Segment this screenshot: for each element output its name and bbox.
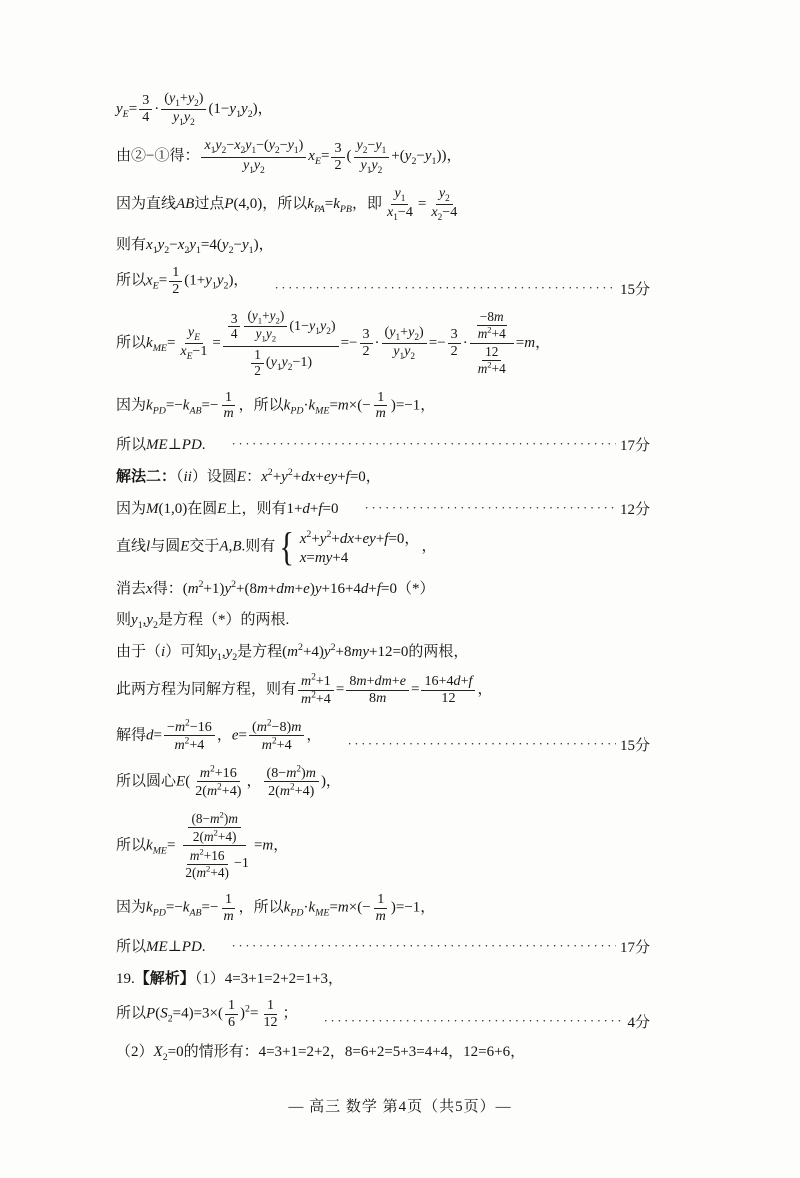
- fraction: $\frac{3}{4}$: [228, 312, 241, 343]
- dots-leader: [232, 436, 616, 455]
- fraction: $\frac{(8-m^2)m}{2(m^2+4)}$: [264, 764, 319, 800]
- formula: 直线l与圆E交于A,B.则有 { $x^2+y^2+dx+ey+f=0$， x=my+4 ，: [116, 523, 437, 569]
- equation-system: { $x^2+y^2+dx+ey+f=0$， x=my+4: [279, 523, 420, 569]
- math-lines: [116, 86, 650, 1068]
- formula: 则$y_1,y_2$是方程（*）的两根.: [116, 611, 290, 631]
- dots-leader: [274, 280, 616, 299]
- fraction: $\frac{(y_1+y_2)}{y_1y_2}$: [161, 91, 206, 128]
- fraction: $\frac{12}{m^2+4}$: [477, 344, 506, 377]
- math-line: [116, 389, 650, 424]
- math-line: [116, 307, 650, 381]
- fraction: $\frac{m^2+1}{m^2+4}$: [298, 672, 334, 708]
- fraction: $\frac{-m^2-16}{m^2+4}$: [164, 718, 215, 754]
- math-line: [116, 137, 650, 176]
- fraction: $\frac{(8-m^2)m}{2(m^2+4)}$: [188, 811, 240, 844]
- dots-leader: [232, 938, 616, 957]
- fraction: $\frac{(m^2-8)m}{m^2+4}$: [249, 718, 304, 754]
- formula: 所以ME⊥PD.: [116, 436, 206, 453]
- math-line: [116, 997, 650, 1032]
- score-label: 15分: [619, 737, 650, 754]
- fraction: $\frac{x_1y_2-x_2y_1-(y_2-y_1)}{y_1y_2}$: [201, 138, 306, 175]
- fraction: $\frac{3}{2}$: [331, 141, 344, 174]
- formula: 所以$x_E=$ $\frac{1}{2}$ $(1+y_1y_2)$，: [116, 264, 249, 298]
- math-line: [116, 717, 650, 755]
- fraction: $\frac{(y_1+y_2)}{y_1y_2}$: [244, 309, 287, 345]
- math-line: [116, 891, 650, 926]
- math-line: [116, 431, 650, 455]
- math-line: [116, 264, 650, 299]
- math-line: [116, 671, 650, 709]
- formula: 此两方程为同解方程，则有 $\frac{m^2+1}{m^2+4}$ = $\frac{8m+dm+e}{8m}$ = $\frac{16+4d+f}{12}$ ，: [116, 672, 493, 708]
- math-line: [116, 90, 650, 129]
- formula: 所以圆心E( $\frac{m^2+16}{2(m^2+4)}$ ， $\frac{(8-m^2)m}{2(m^2+4)}$ )，: [116, 763, 341, 800]
- fraction: $\frac{1}{6}$: [225, 998, 238, 1031]
- fraction: $\frac{1}{m}$: [375, 890, 386, 924]
- formula: 所以$P(S_2=4)=3\times$( $\frac{1}{6}$ )$^2$= $\frac{1}{12}$ ；: [116, 997, 298, 1031]
- fraction: $\frac{-8m}{m^2+4}$: [477, 309, 506, 342]
- math-line: [116, 495, 650, 519]
- fraction: $\frac{8m+dm+e}{8m}$: [346, 674, 409, 707]
- fraction: $\frac{m^2+16}{2(m^2+4)}$: [185, 846, 229, 880]
- math-line: [116, 639, 650, 663]
- left-brace: {: [279, 523, 295, 569]
- formula: 因为M(1,0)在圆E上，则有1+d+f=0: [116, 500, 339, 517]
- fraction: $\frac{3}{2}$: [448, 327, 461, 360]
- math-line: [116, 607, 650, 631]
- fraction: $\frac{y_2}{x_2-4}$: [431, 184, 458, 223]
- dots-leader: [347, 736, 616, 755]
- dots-leader: [365, 500, 616, 519]
- math-line: [116, 463, 650, 487]
- math-line: [116, 763, 650, 801]
- fraction: $\frac{1}{m}$: [375, 388, 386, 422]
- formula: 因为直线AB过点P(4,0)，所以$k_{PA}=k_{PB}$，即 $\frac{y_1}{x_1-4}$ = $\frac{y_2}{x_2-4}$: [116, 185, 462, 224]
- fraction: $\frac{1}{2}$: [169, 265, 182, 298]
- formula: $y_E=$ $\frac{3}{4}$ · $\frac{(y_1+y_2)}{y_1y_2}$ $(1-y_1y_2)$，: [116, 90, 273, 129]
- math-line: [116, 933, 650, 957]
- formula: 则有$x_1y_2-x_2y_1=4(y_2-y_1)$，: [116, 236, 274, 256]
- fraction: $\frac{y_E}{x_E-1}$: [180, 324, 208, 363]
- formula: 19.【解析】（1）4=3+1=2+2=1+3，: [116, 970, 344, 987]
- formula: 因为$k_{PD}=-k_{AB}=-$ $\frac{1}{m}$ ，所以$k_{PD}\cdot k_{ME}=m\times(-$ $\frac{1}{m}$ )=−1，: [116, 388, 436, 422]
- math-line: [116, 232, 650, 256]
- math-line: [116, 185, 650, 224]
- fraction: $\frac{1}{12}$: [263, 997, 278, 1031]
- fraction: $\frac{1}{m}$: [223, 388, 234, 422]
- fraction: $\frac{16+4d+f}{12}$: [421, 674, 475, 707]
- formula: 所以ME⊥PD.: [116, 938, 206, 955]
- fraction: $\frac{y_1}{x_1-4}$: [386, 184, 413, 223]
- math-line: [116, 575, 650, 599]
- fraction: $\frac{(8-m^2)m}{2(m^2+4)}$ $\frac{m^2+16}{2(m^2+4)}$ −1: [177, 810, 252, 882]
- formula: 所以$k_{ME}=$ $\frac{y_E}{x_E-1}$ = $\frac{3}{4}$ $\frac{(y_1+y_2)}{y_1y_2}$ $(1-y_1y_2)$ $\frac{1}{2}$ $(y_1y_2-1)$ =− $\frac{3}{2}$ · $\frac{(y_1+y_2)}{y_1y_2}$ =− $\frac{3}{2}$ · $\frac{\frac{-8m}{m^2+4}}{\frac{12}{m^2+4}}$ =m，: [116, 307, 551, 378]
- score-label: 15分: [619, 281, 650, 298]
- score-label: 17分: [619, 940, 650, 957]
- page-footer: — 高三 数学 第4页（共5页）—: [288, 1098, 512, 1115]
- formula: 由②−①得： $\frac{x_1y_2-x_2y_1-(y_2-y_1)}{y_1y_2}$ $x_E=$ $\frac{3}{2}$ ( $\frac{y_2-y_1}{y_1y_2}$ $+(y_2-y_1)$)，: [116, 137, 462, 176]
- score-label: 12分: [619, 502, 650, 519]
- formula: 所以$k_{ME}=$ $\frac{(8-m^2)m}{2(m^2+4)}$ $\frac{m^2+16}{2(m^2+4)}$ −1 =m，: [116, 809, 289, 880]
- fraction: $\frac{m^2+16}{2(m^2+4)}$: [195, 763, 242, 800]
- score-label: 4分: [627, 1014, 650, 1031]
- formula: 解法二：（ii）设圆E：$x^2+y^2+dx+ey+f=0$，: [116, 466, 381, 485]
- dots-leader: [324, 1013, 624, 1032]
- formula: 解得d= $\frac{-m^2-16}{m^2+4}$ ，e= $\frac{(m^2-8)m}{m^2+4}$ ，: [116, 718, 322, 754]
- fraction: $\frac{3}{4}$: [139, 93, 152, 126]
- fraction: $\frac{1}{2}$: [251, 348, 264, 379]
- math-line: [116, 965, 650, 989]
- fraction: [470, 309, 514, 378]
- fraction: $\frac{1}{m}$: [223, 890, 234, 924]
- formula: 因为$k_{PD}=-k_{AB}=-$ $\frac{1}{m}$ ，所以$k_{PD}\cdot k_{ME}=m\times(-$ $\frac{1}{m}$ )=−1，: [116, 890, 436, 924]
- formula: 由于（i）可知$y_1,y_2$是方程$(m^2+4)y^2+8my+12=0$的两根，: [116, 641, 469, 663]
- math-line: [116, 523, 650, 569]
- fraction: $\frac{3}{4}$ $\frac{(y_1+y_2)}{y_1y_2}$ $(1-y_1y_2)$ $\frac{1}{2}$ $(y_1y_2-1)$: [223, 308, 339, 380]
- math-line: [116, 1040, 650, 1064]
- fraction: $\frac{3}{2}$: [360, 327, 373, 360]
- score-label: 17分: [619, 438, 650, 455]
- formula: 消去x得：$(m^2+1)y^2+(8m+dm+e)y+16+4d+f=0(*)$: [116, 578, 435, 597]
- math-line: [116, 809, 650, 883]
- fraction: $\frac{(y_1+y_2)}{y_1y_2}$: [382, 325, 427, 362]
- formula: $(2)X_2=0$的情形有：4=3+1=2+2，8=6+2=5+3=4+4，12=6+6，: [116, 1044, 526, 1064]
- fraction: $\frac{y_2-y_1}{y_1y_2}$: [354, 138, 390, 175]
